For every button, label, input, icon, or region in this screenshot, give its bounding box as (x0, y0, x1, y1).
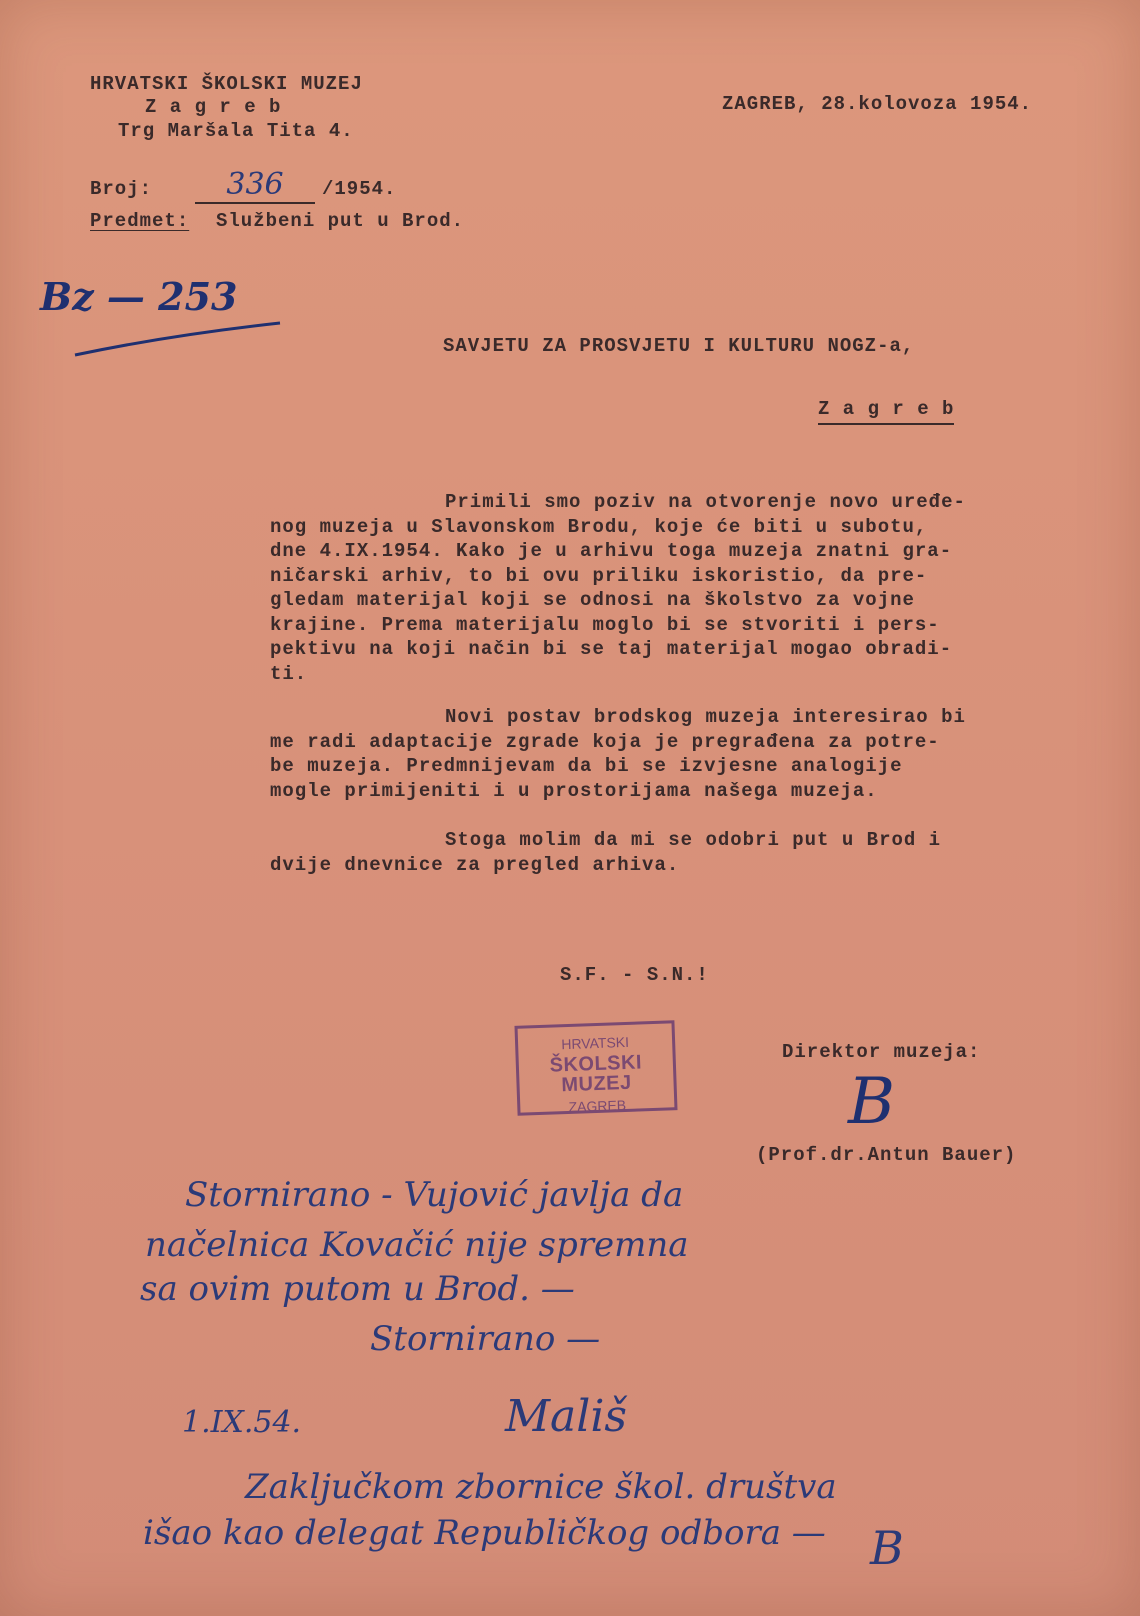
handwritten-note-line-3: sa ovim putom u Brod. — (140, 1269, 575, 1309)
handwritten-signature: Mališ (505, 1391, 628, 1442)
org-address: Trg Maršala Tita 4. (118, 120, 354, 142)
signature-initials: B (848, 1065, 896, 1139)
handwritten-date: 1.IX.54. (182, 1405, 302, 1440)
stamp-line-2: ŠKOLSKI MUZEJ (549, 1051, 643, 1097)
stamp-line-1: HRVATSKI (561, 1033, 630, 1053)
subject-text: Službeni put u Brod. (216, 210, 465, 232)
reference-number: 336 (195, 170, 315, 204)
signatory-title: Direktor muzeja: (782, 1041, 981, 1063)
handwritten-note-line-6: išao kao delegat Republičkog odbora — (143, 1513, 826, 1553)
closing-salutation: S.F. - S.N.! (560, 964, 709, 986)
handwritten-note-line-4: Stornirano — (370, 1319, 601, 1359)
body-paragraph-3: Stoga molim da mi se odobri put u Brod i dvije dnevnice za pregled arhiva. (270, 829, 942, 876)
stamp-line-3: ZAGREB (568, 1096, 627, 1115)
handwritten-note-line-1: Stornirano - Vujović javlja da (185, 1175, 684, 1215)
handwritten-note-line-5: Zaključkom zbornice škol. društva (245, 1467, 837, 1507)
reference-year: /1954. (322, 178, 397, 200)
subject-label: Predmet: (90, 210, 190, 232)
margin-note: Bz — 253 (40, 274, 238, 319)
signatory-name: (Prof.dr.Antun Bauer) (756, 1144, 1017, 1166)
reference-number-label: Broj: (90, 178, 153, 200)
margin-note-underline (70, 315, 290, 365)
org-name: HRVATSKI ŠKOLSKI MUZEJ (90, 73, 363, 95)
letter-date: ZAGREB, 28.kolovoza 1954. (722, 93, 1033, 115)
body-paragraph-1: Primili smo poziv na otvorenje novo uređe- nog muzeja u Slavonskom Brodu, koje će biti u subotu, dne 4.IX.1954. Kako je u arhivu toga muzeja znatni gra- ničarski arhiv, to bi ovu priliku iskoristio, da pre- gledam materijal koji se odnosi na školstvo za vojne krajine. Prema materijalu moglo bi se stvoriti i pers- pektivu na koji način bi se taj materijal mogao obradi- ti. (270, 491, 966, 685)
recipient-name: SAVJETU ZA PROSVJETU I KULTURU NOGZ-a, (443, 335, 915, 357)
handwritten-initials: B (870, 1521, 904, 1575)
institution-stamp (514, 1020, 677, 1116)
recipient-city: Z a g r e b (818, 400, 954, 425)
org-city: Z a g r e b (145, 96, 282, 118)
handwritten-note-line-2: načelnica Kovačić nije spremna (145, 1225, 689, 1265)
body-paragraph-2: Novi postav brodskog muzeja interesirao bi me radi adaptacije zgrade koja je pregrađena za potre- be muzeja. Predmnijevam da bi se izvjesne analogije mogle primijeniti i u prostorijama našega muzeja. (270, 706, 966, 802)
